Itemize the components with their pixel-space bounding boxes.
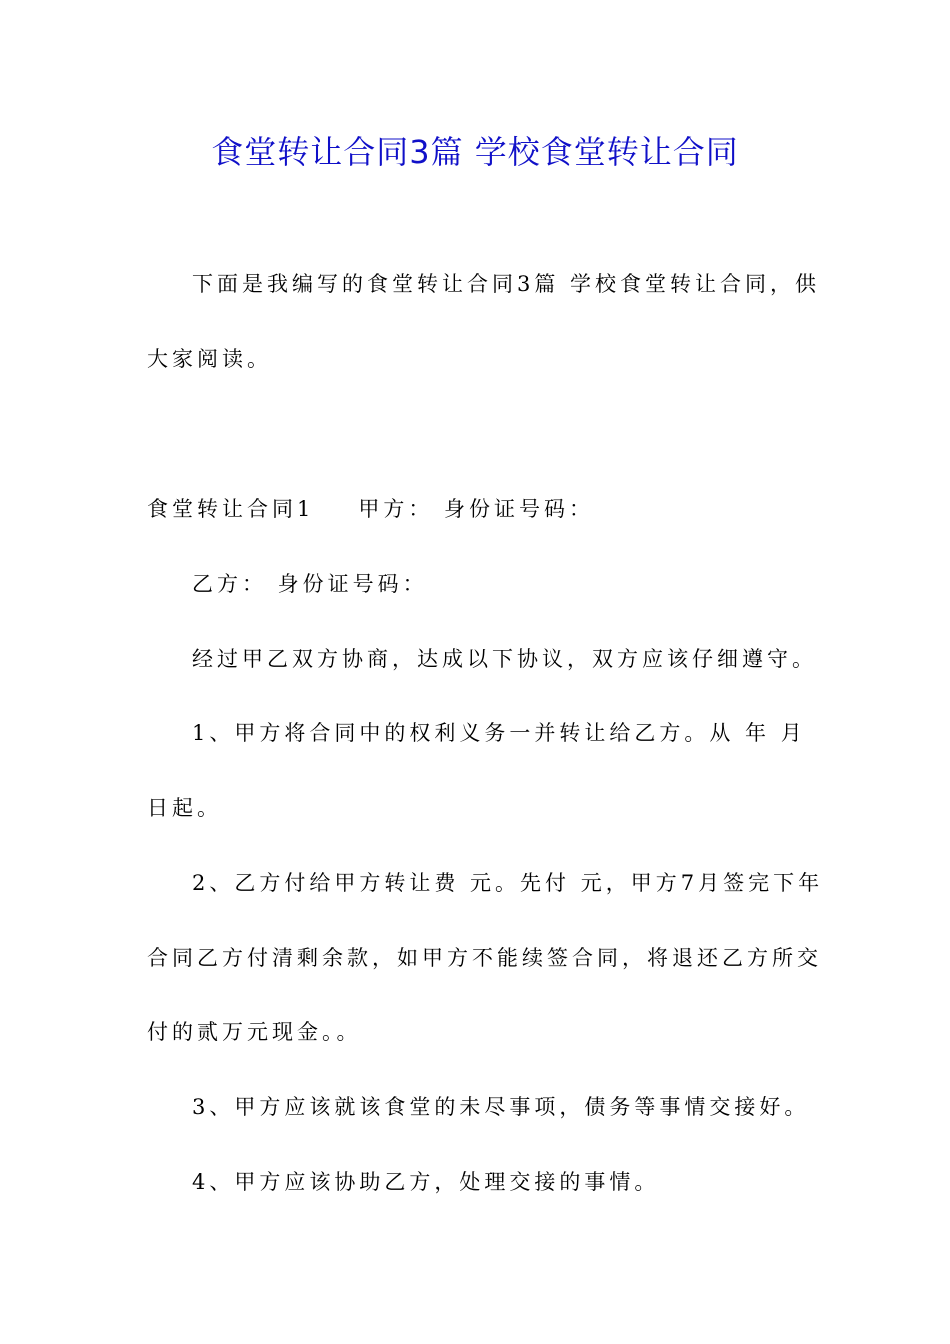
contract1-heading: 食堂转让合同1	[147, 497, 315, 521]
party-b-line: 乙方： 身份证号码：	[192, 572, 428, 596]
clause-1-line-2: 日起。	[147, 796, 222, 820]
clause-2-line-3: 付的贰万元现金。。	[147, 1020, 362, 1044]
clause-3: 3、甲方应该就该食堂的未尽事项，债务等事情交接好。	[192, 1095, 810, 1119]
document-title: 食堂转让合同3篇 学校食堂转让合同	[211, 133, 739, 171]
party-a-line: 甲方： 身份证号码：	[358, 497, 595, 521]
contract1-header-line	[147, 493, 807, 525]
agreement-intro: 经过甲乙双方协商，达成以下协议，双方应该仔细遵守。	[192, 647, 817, 671]
clause-1-line-1: 1、甲方将合同中的权利义务一并转让给乙方。从 年 月	[192, 721, 806, 745]
clause-2-line-1: 2、乙方付给甲方转让费 元。先付 元，甲方7月签完下年	[192, 871, 824, 895]
clause-4: 4、甲方应该协助乙方，处理交接的事情。	[192, 1170, 660, 1194]
intro-paragraph-line-2: 大家阅读。	[147, 347, 272, 371]
clause-2-line-2: 合同乙方付清剩余款，如甲方不能续签合同，将退还乙方所交	[147, 946, 822, 970]
intro-paragraph-line-1: 下面是我编写的食堂转让合同3篇 学校食堂转让合同，供	[192, 272, 821, 296]
